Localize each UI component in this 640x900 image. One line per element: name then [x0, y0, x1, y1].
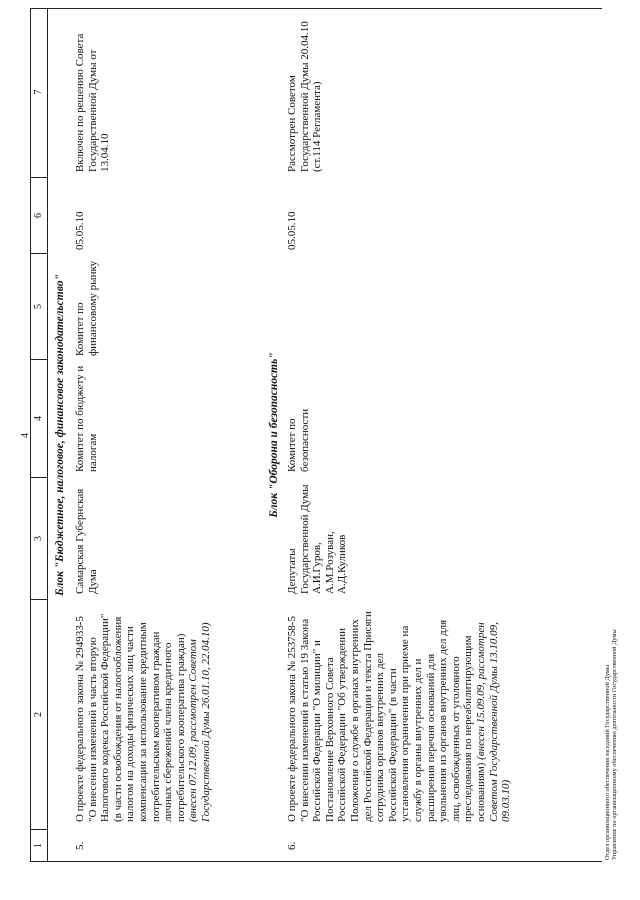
bill-title: О проекте федерального закона № 294933-5 "О внесении изменений в часть вторую Налогового кодекса Российской Федерации" (в части освобождения от налогообложения налогом на доходы физических лиц части компенсации за использование кредитным потребительским кооперативом граждан личных сбережений члена кредитного потребительского кооператива граждан) — [74, 613, 187, 822]
column-header-7: 7 — [33, 89, 44, 95]
row-number: 5. — [74, 841, 86, 850]
column-header-1: 1 — [31, 829, 47, 861]
bill-initiator: Самарская Губернская Дума — [74, 488, 99, 594]
bill-note: Рассмотрен Советом Государственной Думы 20.04.10 (ст.114 Регламента) — [286, 21, 324, 172]
row-number: 6. — [286, 841, 298, 850]
bill-note: Включен по решению Совета Государственной Думы от 13.04.10 — [74, 33, 112, 172]
footer-line-2: Управление по организационному обеспечению деятельности Государственной Думы — [611, 629, 618, 860]
agenda-table — [30, 8, 602, 862]
table-right-border — [48, 8, 602, 9]
responsible-committee: Комитет по безопасности — [286, 408, 311, 472]
column-header-4: 4 — [31, 359, 47, 477]
column-header-3: 3 — [31, 477, 47, 599]
bill-title: О проекте федерального закона № 253758-5 "О внесении изменений в статью 19 Закона Российской Федерации "О милиции" и Постановление Верховного Совета Российской Федерации "Об утверждении Положения о службе в органах внутренних дел Российской Федерации и текста Присяги сотрудника органов внутренних дел Российской Федерации" (в части установления ограничения при приеме на службу в органы внутренних дел и расширения перечня оснований для увольнения из органов внутренних дел для лиц, освобожденных от уголовного преследования по нереабилитирующим основаниям) — [286, 611, 487, 822]
bill-description — [74, 604, 213, 822]
footer-line-1: Отдел организационного обеспечения заседаний Государственной Думы — [604, 665, 611, 860]
footer — [604, 629, 618, 860]
responsible-committee: Комитет по бюджету и налогам — [74, 365, 99, 472]
consideration-date: 05.05.10 — [74, 211, 86, 250]
table-left-border — [48, 861, 602, 862]
co-committee: Комитет по финансовому рынку — [74, 260, 99, 356]
bill-history: (внесен 15.09.09, рассмотрен Советом Государственной Думы 13.10.09, 09.03.10) — [474, 622, 513, 822]
bill-history: (внесен 07.12.09, рассмотрен Советом Государственной Думы 26.01.10, 22.04.10) — [187, 622, 212, 822]
block-title-defense: Блок "Оборона и безопасность" — [268, 352, 280, 518]
table-header-row — [30, 8, 48, 862]
page-number: 4 — [20, 433, 31, 438]
bill-initiator: Депутаты Государственной Думы А.И.Гуров, А.М.Розуван, А.Д.Куликов — [286, 484, 349, 594]
column-header-2: 2 — [31, 599, 47, 829]
column-header-5: 5 — [31, 253, 47, 359]
bill-description — [286, 604, 513, 822]
block-title-budget: Блок "Бюджетное, налоговое, финансовое законодательство" — [54, 274, 66, 596]
consideration-date: 05.05.10 — [286, 211, 298, 250]
column-header-6: 6 — [31, 177, 47, 253]
